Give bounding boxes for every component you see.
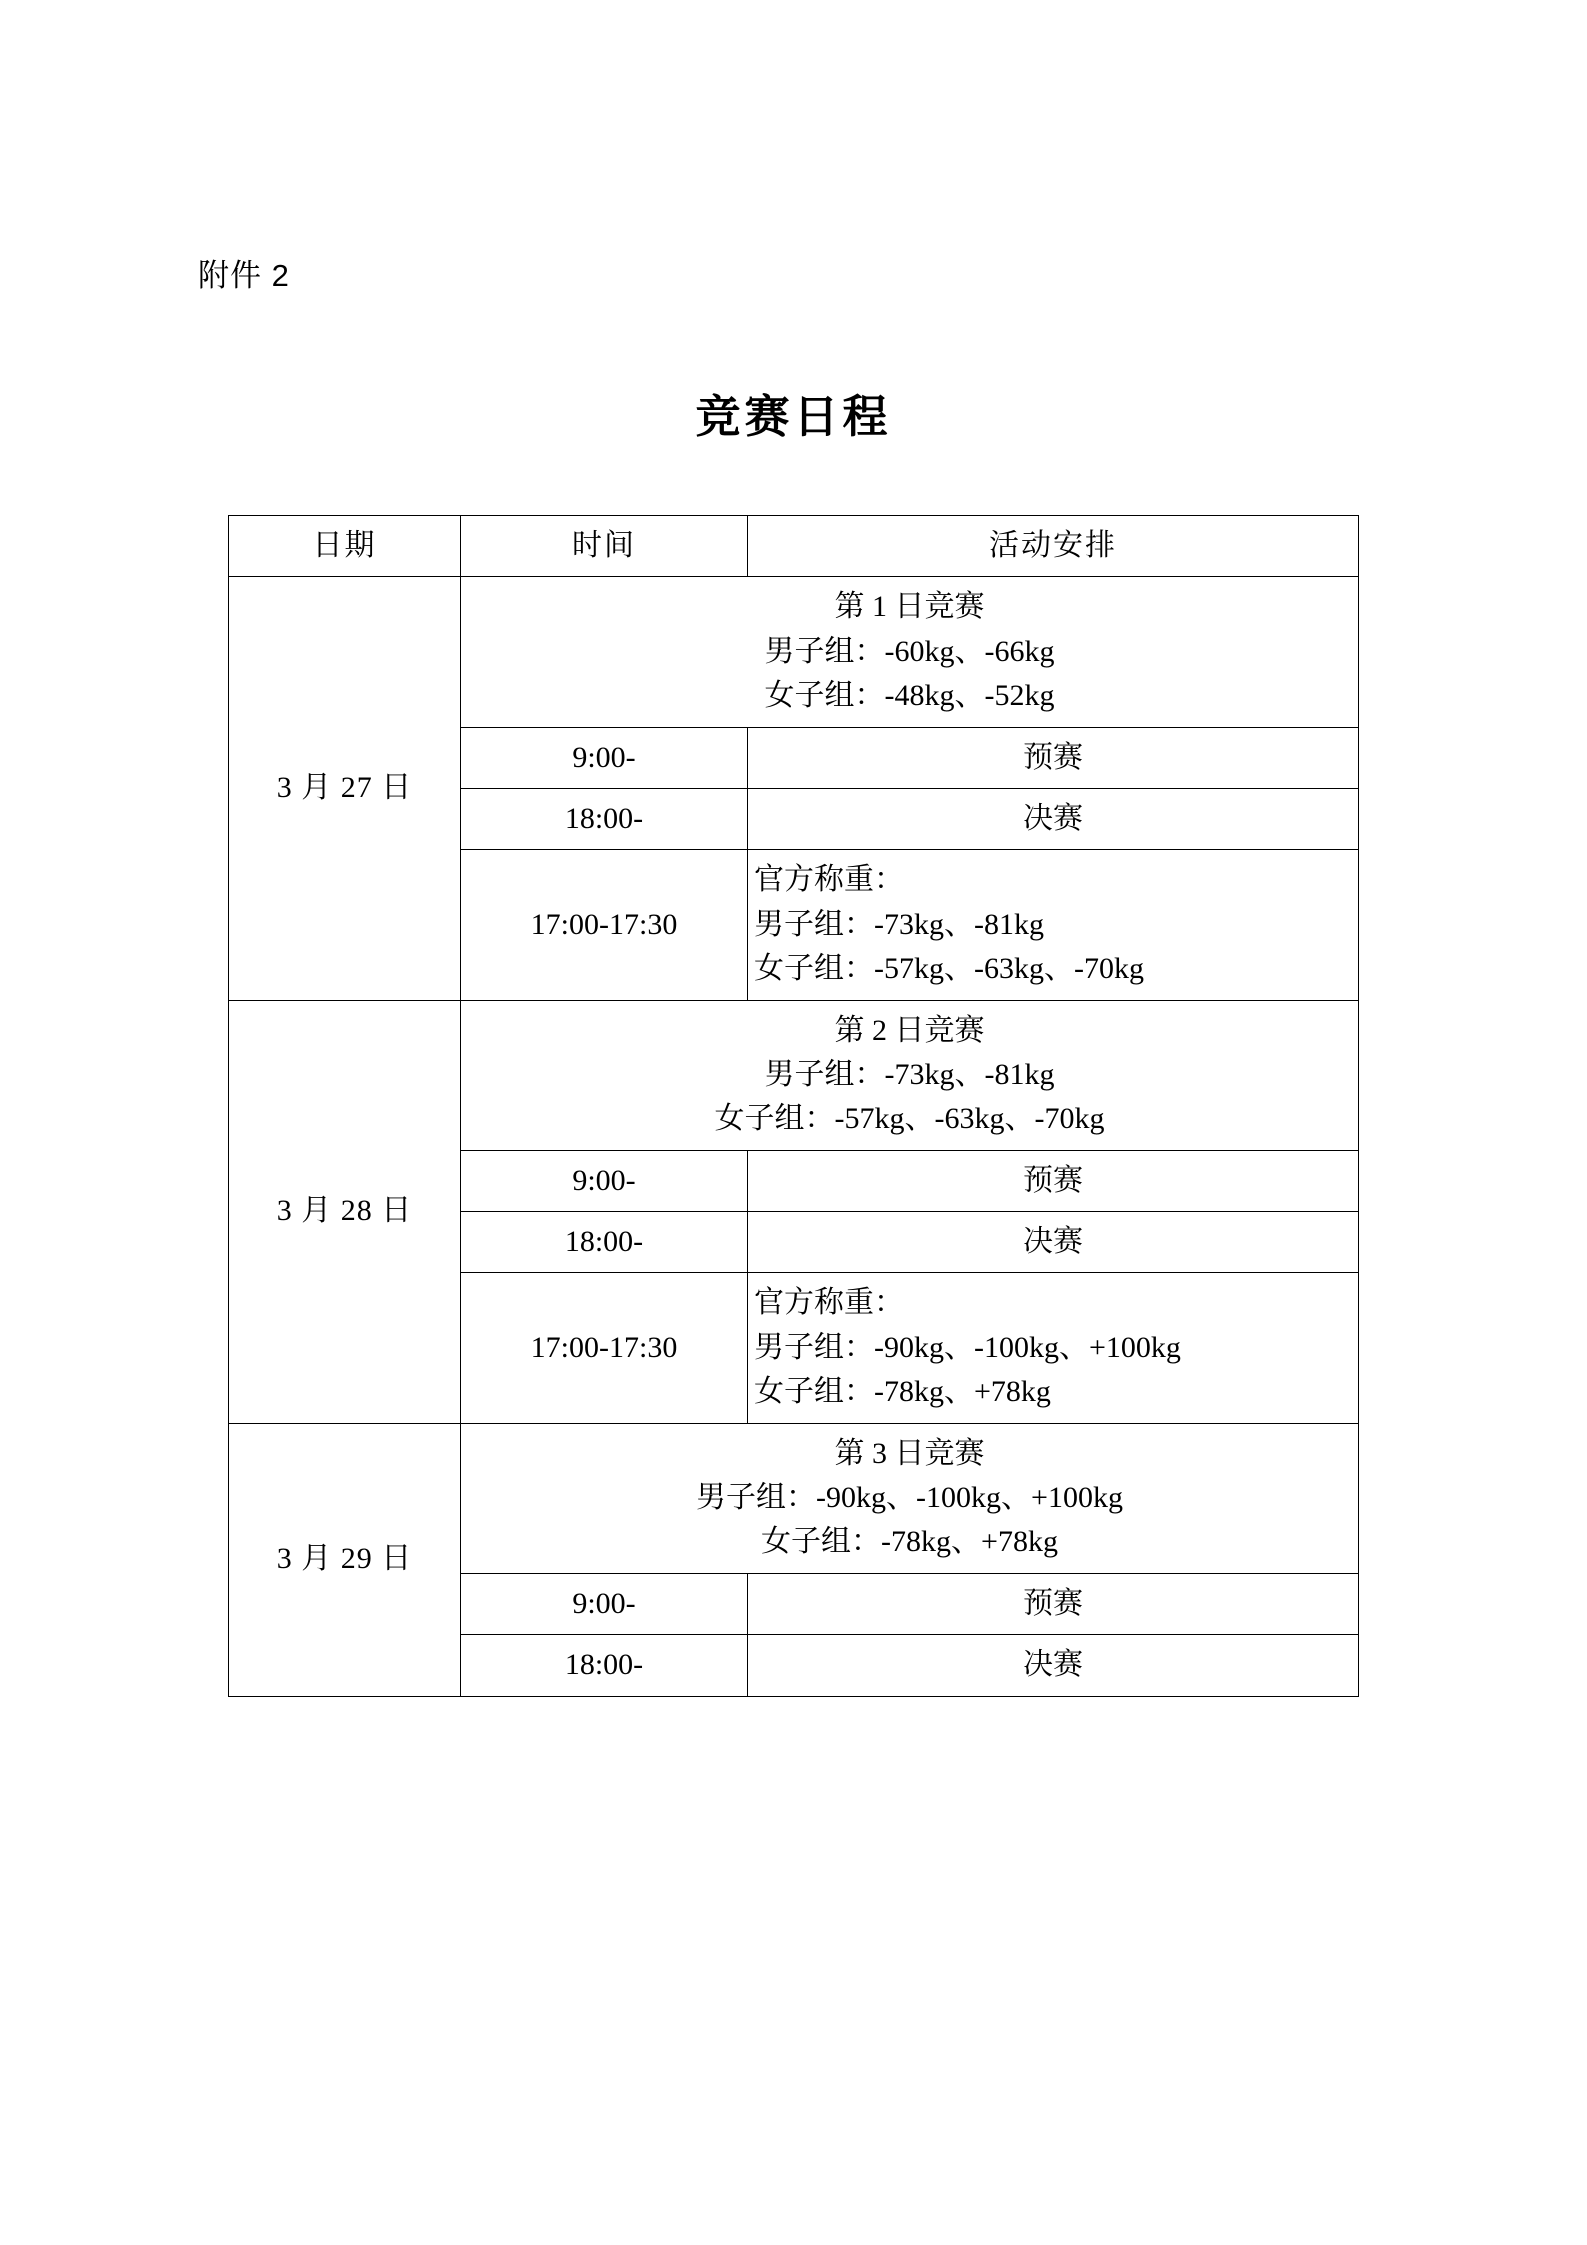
- session-activity: 决赛: [748, 1635, 1359, 1696]
- weighin-line-1: 官方称重：: [754, 863, 904, 897]
- weighin-line-1: 官方称重：: [754, 1286, 904, 1320]
- table-row: [229, 1423, 1359, 1573]
- session-time: 9:00-: [461, 1573, 748, 1634]
- day-summary-line-3: 女子组：-48kg、-52kg: [764, 679, 1055, 713]
- day-summary-line-2: 男子组：-90kg、-100kg、+100kg: [696, 1481, 1123, 1515]
- day-date-cell: 3 月 29 日: [229, 1423, 461, 1696]
- table-row: [229, 577, 1359, 727]
- day-summary-cell: [461, 1000, 1359, 1150]
- day-summary-line-1: 第 2 日竞赛: [834, 1013, 985, 1047]
- day-summary-line-1: 第 3 日竞赛: [834, 1436, 985, 1470]
- page-title: 竞赛日程: [695, 392, 892, 442]
- day-date-cell: 3 月 27 日: [229, 577, 461, 1000]
- weighin-time: 17:00-17:30: [461, 850, 748, 1000]
- column-header-activity: 活动安排: [748, 516, 1359, 577]
- weighin-details: [748, 850, 1359, 1000]
- session-activity: 决赛: [748, 1212, 1359, 1273]
- session-activity: 预赛: [748, 1573, 1359, 1634]
- day-summary-line-1: 第 1 日竞赛: [834, 590, 985, 624]
- weighin-line-3: 女子组：-78kg、+78kg: [754, 1375, 1051, 1409]
- column-header-date: 日期: [229, 516, 461, 577]
- day-summary-line-2: 男子组：-73kg、-81kg: [764, 1057, 1055, 1091]
- day-date-cell: 3 月 28 日: [229, 1000, 461, 1423]
- day-summary-line-2: 男子组：-60kg、-66kg: [764, 634, 1055, 668]
- session-time: 18:00-: [461, 1212, 748, 1273]
- day-summary-cell: [461, 1423, 1359, 1573]
- session-time: 18:00-: [461, 788, 748, 849]
- attachment-label: 附件 2: [198, 258, 290, 293]
- session-time: 9:00-: [461, 1150, 748, 1211]
- weighin-details: [748, 1273, 1359, 1423]
- weighin-line-2: 男子组：-90kg、-100kg、+100kg: [754, 1330, 1181, 1364]
- session-activity: 预赛: [748, 727, 1359, 788]
- table-header-row: [229, 516, 1359, 577]
- weighin-time: 17:00-17:30: [461, 1273, 748, 1423]
- competition-schedule-table: [228, 515, 1359, 1697]
- weighin-line-3: 女子组：-57kg、-63kg、-70kg: [754, 952, 1144, 986]
- day-summary-cell: [461, 577, 1359, 727]
- session-activity: 决赛: [748, 788, 1359, 849]
- session-time: 9:00-: [461, 727, 748, 788]
- day-summary-line-3: 女子组：-78kg、+78kg: [761, 1525, 1058, 1559]
- table-row: [229, 1000, 1359, 1150]
- column-header-time: 时间: [461, 516, 748, 577]
- session-time: 18:00-: [461, 1635, 748, 1696]
- day-summary-line-3: 女子组：-57kg、-63kg、-70kg: [714, 1102, 1105, 1136]
- session-activity: 预赛: [748, 1150, 1359, 1211]
- weighin-line-2: 男子组：-73kg、-81kg: [754, 907, 1044, 941]
